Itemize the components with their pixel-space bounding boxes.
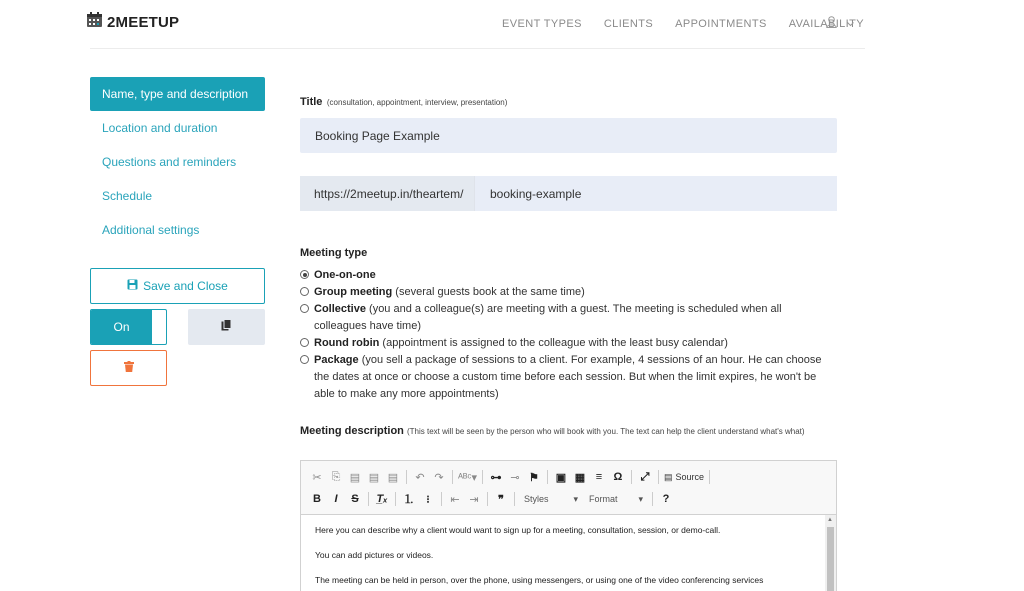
unlink-icon[interactable]: ⊸ <box>510 471 520 484</box>
option-desc: (you sell a package of sessions to a client. For example, 4 sessions of an hour. He can choose the dates at once or choose a custom time before each session. But when the limit expires, he won't be able to make any more appointments) <box>314 354 822 400</box>
format-dropdown[interactable] <box>585 490 647 508</box>
maximize-icon[interactable]: ⤢ <box>640 470 650 483</box>
bold-icon[interactable]: B <box>313 493 321 505</box>
scroll-up-arrow-icon[interactable]: ▲ <box>827 517 833 523</box>
horizontal-line-icon[interactable]: ≡ <box>595 471 603 483</box>
source-icon: ▤ <box>663 471 673 482</box>
bulleted-list-icon[interactable]: ⁝ <box>426 493 430 506</box>
url-prefix: https://2meetup.in/theartem/ <box>300 176 475 211</box>
styles-label: Styles <box>524 494 549 504</box>
main-nav <box>502 18 864 30</box>
copy-icon <box>221 318 232 336</box>
option-collective[interactable] <box>300 301 837 335</box>
paste-text-icon[interactable]: ▤ <box>368 471 380 484</box>
radio-button[interactable] <box>300 270 309 279</box>
nav-event-types[interactable]: EVENT TYPES <box>502 18 582 30</box>
blockquote-icon[interactable]: ❞ <box>498 493 504 506</box>
option-one-on-one[interactable] <box>300 267 837 284</box>
description-hint: (This text will be seen by the person who will book with you. The text can help the client understand what's what) <box>406 427 805 436</box>
save-button-label: Save and Close <box>143 279 228 293</box>
title-field-label <box>300 92 837 110</box>
sidebar-item-location-duration[interactable]: Location and duration <box>102 121 218 135</box>
strikethrough-icon[interactable]: S <box>351 493 359 505</box>
event-form <box>300 92 837 440</box>
dropdown-arrow-icon: ▾ <box>638 493 643 504</box>
header-divider <box>90 48 865 49</box>
option-name: Group meeting <box>314 286 393 298</box>
description-editor <box>300 460 837 591</box>
indent-icon[interactable]: ⇥ <box>469 493 479 506</box>
option-package[interactable] <box>300 352 837 403</box>
outdent-icon[interactable]: ⇤ <box>450 493 460 506</box>
image-icon[interactable]: ▣ <box>555 471 567 484</box>
option-desc: (several guests book at the same time) <box>392 286 585 298</box>
scrollbar-thumb[interactable] <box>827 527 834 591</box>
option-desc: (you and a colleague(s) are meeting with a guest. The meeting is scheduled when all colleagues have time) <box>314 303 782 332</box>
option-name: Round robin <box>314 337 380 349</box>
source-label: Source <box>675 472 705 482</box>
spellcheck-icon[interactable]: ᴬᴮᶜ▾ <box>458 471 477 484</box>
radio-button[interactable] <box>300 287 309 296</box>
styles-dropdown[interactable] <box>520 490 582 508</box>
radio-button[interactable] <box>300 338 309 347</box>
dropdown-arrow-icon: ▾ <box>573 493 578 504</box>
meeting-type-options <box>300 267 837 403</box>
description-label: Meeting description <box>300 425 404 437</box>
title-hint: (consultation, appointment, interview, presentation) <box>326 98 508 107</box>
paste-word-icon[interactable]: ▤ <box>387 471 399 484</box>
italic-icon[interactable]: I <box>334 493 338 505</box>
numbered-list-icon[interactable]: ⒈ <box>403 494 415 506</box>
option-group-meeting[interactable] <box>300 284 837 301</box>
copy-button[interactable] <box>188 309 265 345</box>
editor-toolbar <box>301 461 836 515</box>
settings-sidebar <box>90 77 265 247</box>
description-field-label <box>300 423 837 440</box>
option-name: Collective <box>314 303 366 315</box>
remove-format-icon[interactable]: T̲ₓ <box>376 493 388 505</box>
calendar-logo-icon <box>86 11 103 33</box>
toggle-on-label: On <box>91 310 152 344</box>
copy-icon[interactable]: ⎘ <box>331 470 341 483</box>
undo-icon[interactable]: ↶ <box>415 471 425 484</box>
option-name: Package <box>314 354 359 366</box>
sidebar-item-schedule[interactable]: Schedule <box>102 189 153 203</box>
special-char-icon[interactable]: Ω <box>613 471 623 483</box>
url-slug-input[interactable]: booking-example <box>475 176 837 211</box>
user-icon <box>826 16 837 31</box>
editor-content[interactable] <box>301 515 836 591</box>
option-round-robin[interactable] <box>300 335 837 352</box>
editor-paragraph: Here you can describe why a client would want to sign up for a meeting, consultation, session, or demo-call. <box>315 525 721 535</box>
editor-paragraph: You can add pictures or videos. <box>315 550 434 560</box>
save-and-close-button[interactable] <box>90 268 265 304</box>
meeting-type-heading: Meeting type <box>300 247 368 259</box>
toolbar-row-2 <box>309 488 828 510</box>
delete-button[interactable] <box>90 350 167 386</box>
paste-icon[interactable]: ▤ <box>349 471 361 484</box>
chevron-down-icon <box>847 18 854 30</box>
source-button[interactable] <box>664 468 704 486</box>
anchor-flag-icon[interactable]: ⚑ <box>529 471 539 484</box>
nav-appointments[interactable]: APPOINTMENTS <box>675 18 767 30</box>
option-name: One-on-one <box>314 269 376 281</box>
trash-icon <box>124 359 134 377</box>
link-icon[interactable]: ⊶ <box>490 471 502 484</box>
radio-button[interactable] <box>300 355 309 364</box>
table-icon[interactable]: ▦ <box>574 471 586 484</box>
radio-button[interactable] <box>300 304 309 313</box>
sidebar-item-name-type-description[interactable]: Name, type and description <box>90 77 265 111</box>
active-toggle[interactable] <box>90 309 167 345</box>
sidebar-item-additional-settings[interactable]: Additional settings <box>102 223 200 237</box>
title-input[interactable]: Booking Page Example <box>300 118 837 153</box>
sidebar-item-questions-reminders[interactable]: Questions and reminders <box>102 155 237 169</box>
toolbar-row-1 <box>309 466 828 488</box>
brand-logo[interactable] <box>86 11 179 33</box>
editor-paragraph: The meeting can be held in person, over the phone, using messengers, or using one of the video conferencing services <box>315 575 764 585</box>
help-icon[interactable]: ? <box>662 493 670 505</box>
editor-scrollbar[interactable] <box>825 515 836 591</box>
brand-name: 2MEETUP <box>107 13 180 31</box>
title-label: Title <box>300 96 323 108</box>
format-label: Format <box>589 494 618 504</box>
nav-availability[interactable]: AVAILABILITY <box>788 18 864 30</box>
nav-clients[interactable]: CLIENTS <box>603 18 654 30</box>
user-menu[interactable] <box>826 16 854 31</box>
top-header <box>0 0 1024 48</box>
redo-icon[interactable]: ↷ <box>434 471 444 484</box>
booking-url-row <box>300 176 837 211</box>
option-desc: (appointment is assigned to the colleague with the least busy calendar) <box>379 337 728 349</box>
floppy-disk-icon <box>127 279 138 293</box>
cut-icon[interactable]: ✂ <box>312 471 322 484</box>
